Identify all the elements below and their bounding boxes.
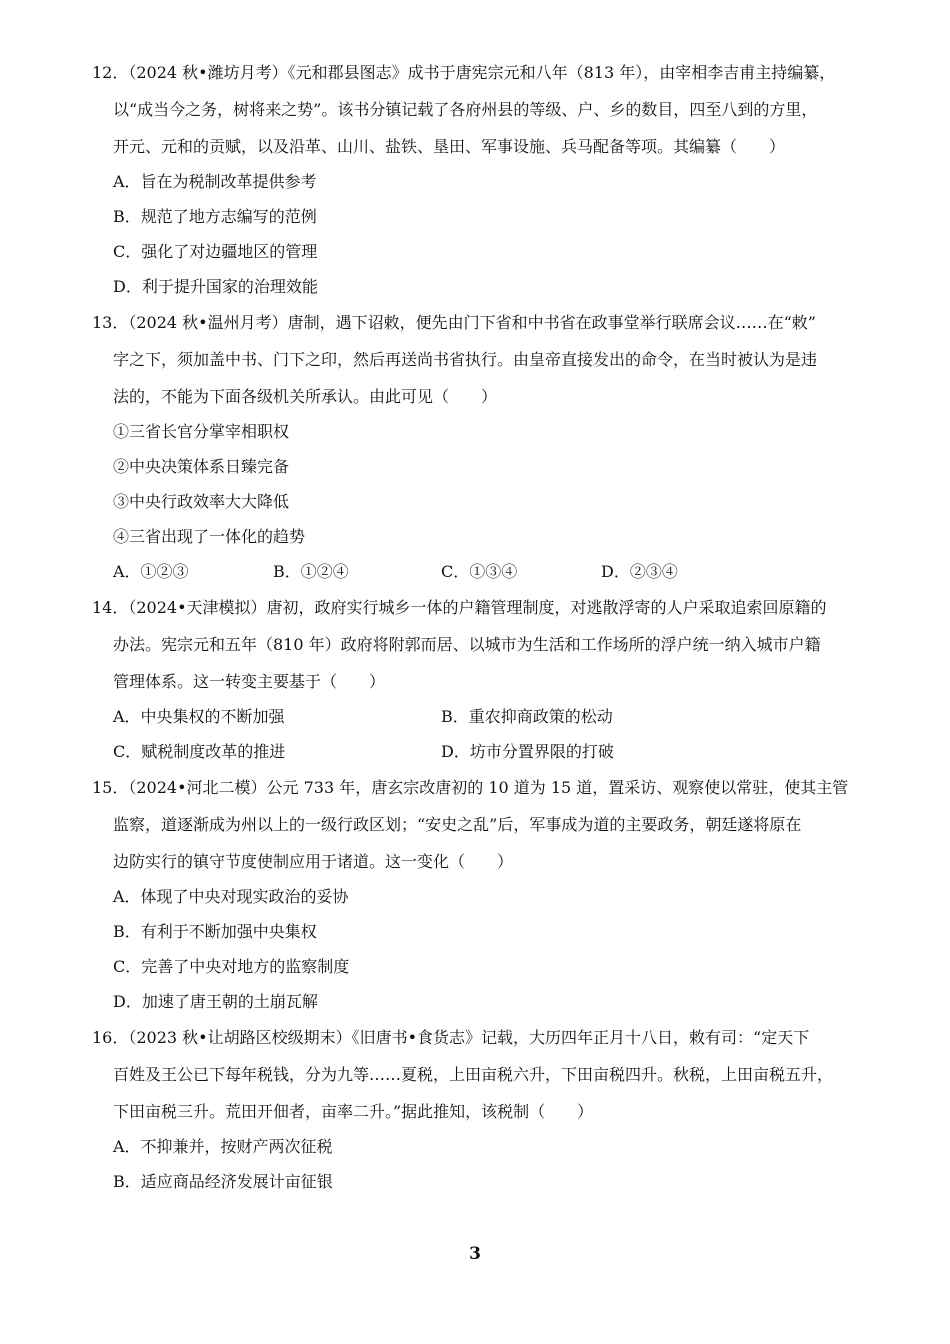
question-13-line-1: 13．（2024 秋•温州月考）唐制，遇下诏敕，便先由门下省和中书省在政事堂举行联席会议……在“敕” xyxy=(92,313,816,332)
question-14-option-d: D．坊市分置界限的打破 xyxy=(441,742,614,761)
question-15-line-2: 监察，道逐渐成为州以上的一级行政区划；“安史之乱”后，军事成为道的主要政务，朝廷遂将原在 xyxy=(113,815,802,834)
question-12-option-b: B．规范了地方志编写的范例 xyxy=(113,207,317,226)
question-13-line-2: 字之下，须加盖中书、门下之印，然后再送尚书省执行。由皇帝直接发出的命令，在当时被认为是违 xyxy=(113,350,818,369)
question-13-option-c: C．①③④ xyxy=(441,562,518,581)
question-16-option-a: A．不抑兼并，按财产两次征税 xyxy=(113,1137,333,1156)
question-12-line-1: 12．（2024 秋•潍坊月考）《元和郡县图志》成书于唐宪宗元和八年（813 年），由宰相李吉甫主持编纂， xyxy=(92,63,836,82)
question-16-line-2: 百姓及王公已下每年税钱，分为九等……夏税，上田亩税六升，下田亩税四升。秋税，上田亩税五升， xyxy=(113,1065,834,1084)
question-13-line-3: 法的，不能为下面各级机关所承认。由此可见（ ） xyxy=(113,387,498,406)
question-16-option-b: B．适应商品经济发展计亩征银 xyxy=(113,1172,333,1191)
question-13-option-d: D．②③④ xyxy=(601,562,678,581)
question-16-line-1: 16．（2023 秋•让胡路区校级期末）《旧唐书•食货志》记载，大历四年正月十八日，敕有司：“定天下 xyxy=(92,1028,810,1047)
question-13-option-b: B．①②④ xyxy=(273,562,349,581)
question-12-option-c: C．强化了对边疆地区的管理 xyxy=(113,242,318,261)
question-13-statement-4: ④三省出现了一体化的趋势 xyxy=(113,527,306,546)
question-13-statement-3: ③中央行政效率大大降低 xyxy=(113,492,290,511)
question-15-option-b: B．有利于不断加强中央集权 xyxy=(113,922,317,941)
question-15-line-1: 15．（2024•河北二模）公元 733 年，唐玄宗改唐初的 10 道为 15 道，置采访、观察使以常驻，使其主管 xyxy=(92,778,849,797)
question-15-option-a: A．体现了中央对现实政治的妥协 xyxy=(113,887,349,906)
question-14-option-b: B．重农抑商政策的松动 xyxy=(441,707,613,726)
question-13-option-a: A．①②③ xyxy=(113,562,189,581)
page-number: 3 xyxy=(469,1244,481,1264)
question-12-line-3: 开元、元和的贡赋，以及沿革、山川、盐铁、垦田、军事设施、兵马配备等项。其编纂（ ） xyxy=(113,137,786,156)
question-15-option-d: D．加速了唐王朝的土崩瓦解 xyxy=(113,992,318,1011)
question-13-statement-2: ②中央决策体系日臻完备 xyxy=(113,457,290,476)
question-15-option-c: C．完善了中央对地方的监察制度 xyxy=(113,957,350,976)
question-15-line-3: 边防实行的镇守节度使制应用于诸道。这一变化（ ） xyxy=(113,852,514,871)
question-14-line-3: 管理体系。这一转变主要基于（ ） xyxy=(113,672,386,691)
question-12-line-2: 以“成当今之务，树将来之势”。该书分镇记载了各府州县的等级、户、乡的数目，四至八到的方里， xyxy=(113,100,818,119)
question-14-option-a: A．中央集权的不断加强 xyxy=(113,707,285,726)
question-14-option-c: C．赋税制度改革的推进 xyxy=(113,742,286,761)
question-12-option-a: A．旨在为税制改革提供参考 xyxy=(113,172,317,191)
question-13-statement-1: ①三省长官分掌宰相职权 xyxy=(113,422,290,441)
question-16-line-3: 下田亩税三升。荒田开佃者，亩率二升。”据此推知，该税制（ ） xyxy=(113,1102,594,1121)
question-14-line-2: 办法。宪宗元和五年（810 年）政府将附郭而居、以城市为生活和工作场所的浮户统一纳入城市户籍 xyxy=(113,635,821,654)
question-14-line-1: 14．（2024•天津模拟）唐初，政府实行城乡一体的户籍管理制度，对逃散浮寄的人户采取追索回原籍的 xyxy=(92,598,827,617)
question-12-option-d: D．利于提升国家的治理效能 xyxy=(113,277,318,296)
